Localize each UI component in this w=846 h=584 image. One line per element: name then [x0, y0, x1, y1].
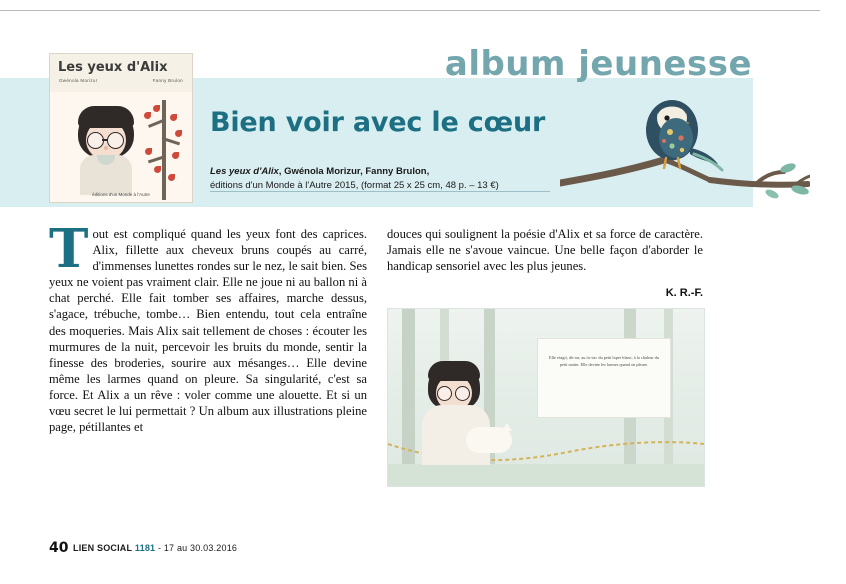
cover-author-right: Fanny Brulon	[152, 78, 183, 83]
article-credits	[210, 165, 550, 193]
cover-title: Les yeux d'Alix	[58, 60, 168, 75]
illustration-girl-fringe	[428, 361, 480, 381]
illustration-girl-glasses-right	[455, 386, 470, 401]
illustration-text-panel	[538, 339, 670, 417]
credits-divider	[210, 191, 550, 192]
bird-illustration	[560, 98, 810, 213]
credit-authors: , Gwénola Morizur, Fanny Brulon,	[278, 166, 430, 177]
cover-author-left: Gwénola Morizur	[59, 78, 98, 83]
cover-girl-nose	[104, 146, 108, 150]
page-number: 40	[49, 540, 69, 556]
illustration-note-text: Elle réagit, dit-on, au tic-tac du petit loper blanc, à la chaleur du petit matin. Elle devine les larmes quand on pleure.	[549, 355, 659, 367]
footer-metadata	[73, 543, 237, 553]
footer-magazine-name: LIEN SOCIAL	[73, 543, 133, 553]
page-right-margin	[820, 0, 846, 584]
footer-date: - 17 au 30.03.2016	[157, 543, 238, 553]
section-kicker: album jeunesse	[444, 44, 752, 84]
cover-publisher: éditions d'un Monde à l'Autre	[92, 192, 150, 197]
article-headline: Bien voir avec le cœur	[210, 107, 546, 138]
illustration-cat-ear	[502, 423, 512, 431]
inner-illustration-image	[387, 308, 705, 487]
cover-girl-glasses-bridge	[102, 139, 107, 141]
article-body-right-text: douces qui soulignent la poésie d'Alix et sa force de caractère. Jamais elle ne s'avoue vaincue. Une belle façon d'aborder le handicap sensoriel avec les plus jeunes.	[387, 227, 703, 274]
cover-girl-glasses-right	[107, 132, 124, 149]
footer-issue-number: 1181	[134, 543, 156, 553]
article-body-left-text: out est compliqué quand les yeux font des caprices. Alix, fillette aux cheveux bruns coupés au carré, d'immenses lunettes rondes sur le nez, le sait bien. Ses yeux ne voient pas vraiment clair. Elle ne joue ni au ballon ni à chat perché. Elle fait tomber ses affaires, marche dessus, s'agace, trébuche, tombe… Bien entendu, tout cela entraîne des moqueries. Mais Alix sait tellement de choses : écouter les murmures de la nuit, percevoir les bruits du monde, sentir la finesse des broderies, sourire aux mésanges… Elle devine même les larmes quand on pleure. Sa singularité, c'est sa force. Et Alix a un rêve : voler comme une alouette. Et si un vœu secret le lui permettait ? Un album aux illustrations pleine page, pétillantes et	[49, 227, 367, 435]
article-byline: K. R.-F.	[665, 287, 703, 299]
credit-book-title: Les yeux d'Alix	[210, 166, 279, 177]
drop-cap: T	[49, 218, 89, 280]
credit-publisher: éditions d'un Monde à l'Autre 2015, (format 25 x 25 cm, 48 p. – 13 €)	[210, 180, 499, 191]
cover-girl-fringe	[78, 106, 134, 128]
illustration-girl-glasses-left	[437, 386, 452, 401]
cover-tree-illustration	[142, 100, 186, 200]
article-body-right-column	[387, 226, 703, 274]
article-body-left-column	[49, 218, 367, 435]
top-divider	[0, 10, 820, 11]
book-cover-image	[49, 53, 193, 203]
bird-on-branch-svg	[560, 98, 810, 213]
